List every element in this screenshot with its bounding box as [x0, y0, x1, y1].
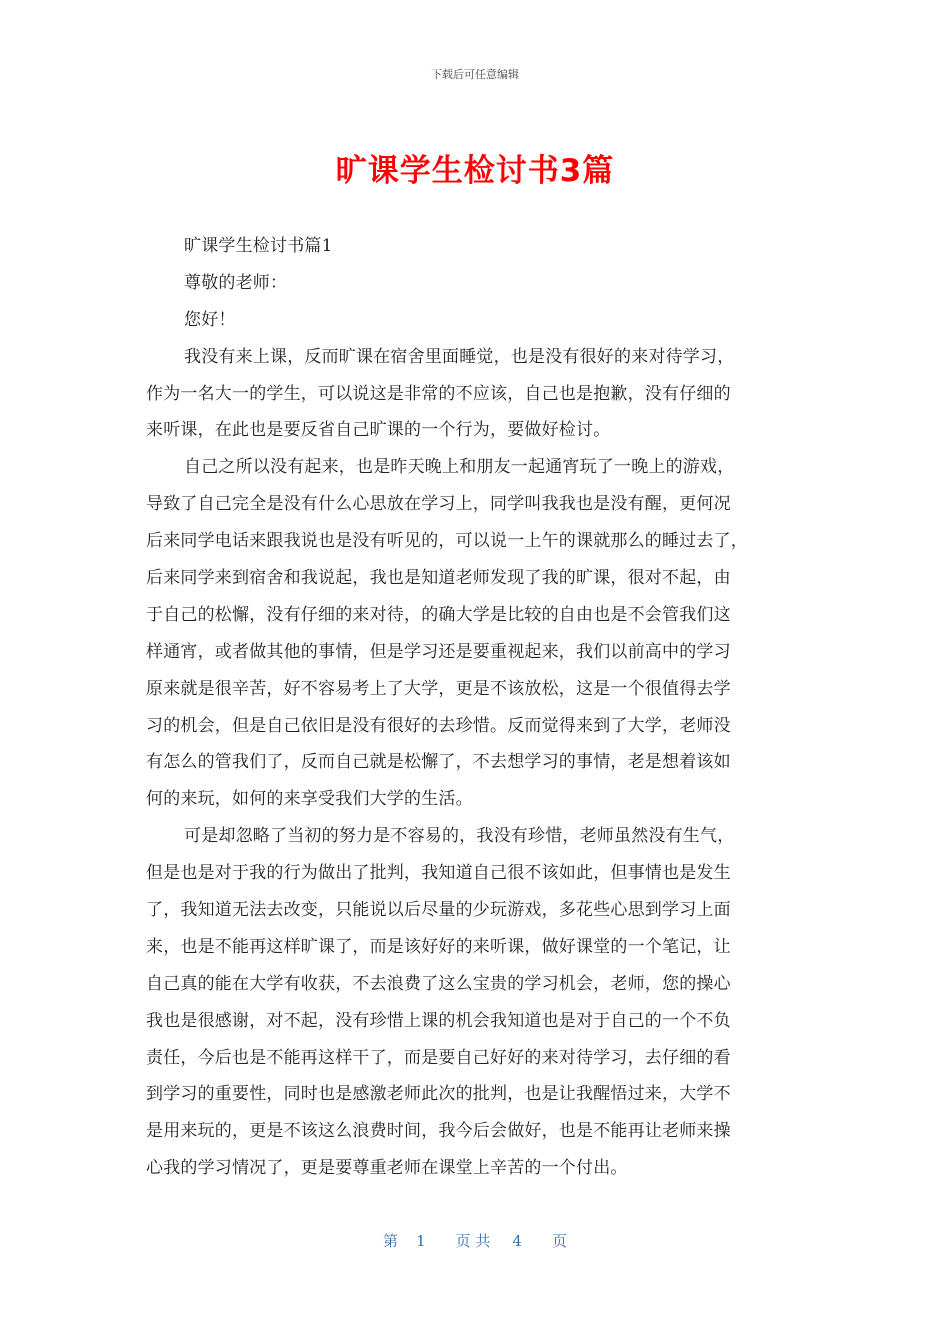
body-line: 自己之所以没有起来，也是昨天晚上和朋友一起通宵玩了一晚上的游戏，: [184, 457, 735, 478]
body-line: 自己真的能在大学有收获，不去浪费了这么宝贵的学习机会，老师，您的操心: [146, 973, 731, 994]
body-line: 习的机会，但是自己依旧是没有很好的去珍惜。反而觉得来到了大学，老师没: [146, 715, 731, 736]
body-line: 可是却忽略了当初的努力是不容易的，我没有珍惜，老师虽然没有生气，: [184, 826, 735, 847]
header-note: 下载后可任意编辑: [431, 68, 519, 81]
body-line: 作为一名大一的学生，可以说这是非常的不应该，自己也是抱歉，没有仔细的: [146, 383, 731, 404]
body-line: 来，也是不能再这样旷课了，而是该好好的来听课，做好课堂的一个笔记，让: [146, 936, 731, 957]
footer-page-prefix: 第: [383, 1232, 399, 1250]
page-footer: [0, 1230, 950, 1251]
body-line: 原来就是很辛苦，好不容易考上了大学，更是不该放松，这是一个很值得去学: [146, 678, 731, 699]
footer-page-mid: 页 共: [455, 1232, 491, 1250]
body-line: 样通宵，或者做其他的事情，但是学习还是要重视起来，我们以前高中的学习: [146, 641, 731, 662]
greeting: 您好！: [184, 309, 236, 330]
body-line: 是用来玩的，更是不该这么浪费时间，我今后会做好，也是不能再让老师来操: [146, 1121, 731, 1142]
body-line: 何的来玩，如何的来享受我们大学的生活。: [146, 789, 473, 810]
body-line: 后来同学电话来跟我说也是没有听见的，可以说一上午的课就那么的睡过去了，: [146, 531, 748, 552]
body-line: 了，我知道无法去改变，只能说以后尽量的少玩游戏，多花些心思到学习上面: [146, 900, 731, 921]
section-heading: 旷课学生检讨书篇1: [184, 236, 333, 256]
body-line: 有怎么的管我们了，反而自己就是松懈了，不去想学习的事情，老是想着该如: [146, 752, 731, 773]
body-line: 来听课，在此也是要反省自己旷课的一个行为，要做好检讨。: [146, 420, 611, 441]
footer-page-suffix: 页: [551, 1232, 567, 1250]
body-line: 责任，今后也是不能再这样干了，而是要自己好好的来对待学习，去仔细的看: [146, 1047, 731, 1068]
footer-page-number: 1: [416, 1232, 426, 1250]
body-line: 后来同学来到宿舍和我说起，我也是知道老师发现了我的旷课，很对不起，由: [146, 568, 731, 589]
body-line: 我没有来上课，反而旷课在宿舍里面睡觉，也是没有很好的来对待学习，: [184, 346, 735, 367]
body-line: 心我的学习情况了，更是要尊重老师在课堂上辛苦的一个付出。: [146, 1158, 628, 1179]
body-line: 于自己的松懈，没有仔细的来对待，的确大学是比较的自由也是不会管我们这: [146, 604, 731, 625]
document-body: [146, 228, 806, 1187]
body-line: 到学习的重要性，同时也是感激老师此次的批判，也是让我醒悟过来，大学不: [146, 1084, 731, 1105]
salutation: 尊敬的老师：: [184, 272, 288, 293]
footer-page-total: 4: [512, 1232, 522, 1250]
body-line: 但是也是对于我的行为做出了批判，我知道自己很不该如此，但事情也是发生: [146, 863, 731, 884]
body-line: 导致了自己完全是没有什么心思放在学习上，同学叫我我也是没有醒，更何况: [146, 494, 731, 515]
document-title: 旷课学生检讨书3篇: [335, 153, 615, 189]
body-line: 我也是很感谢，对不起，没有珍惜上课的机会我知道也是对于自己的一个不负: [146, 1010, 731, 1031]
